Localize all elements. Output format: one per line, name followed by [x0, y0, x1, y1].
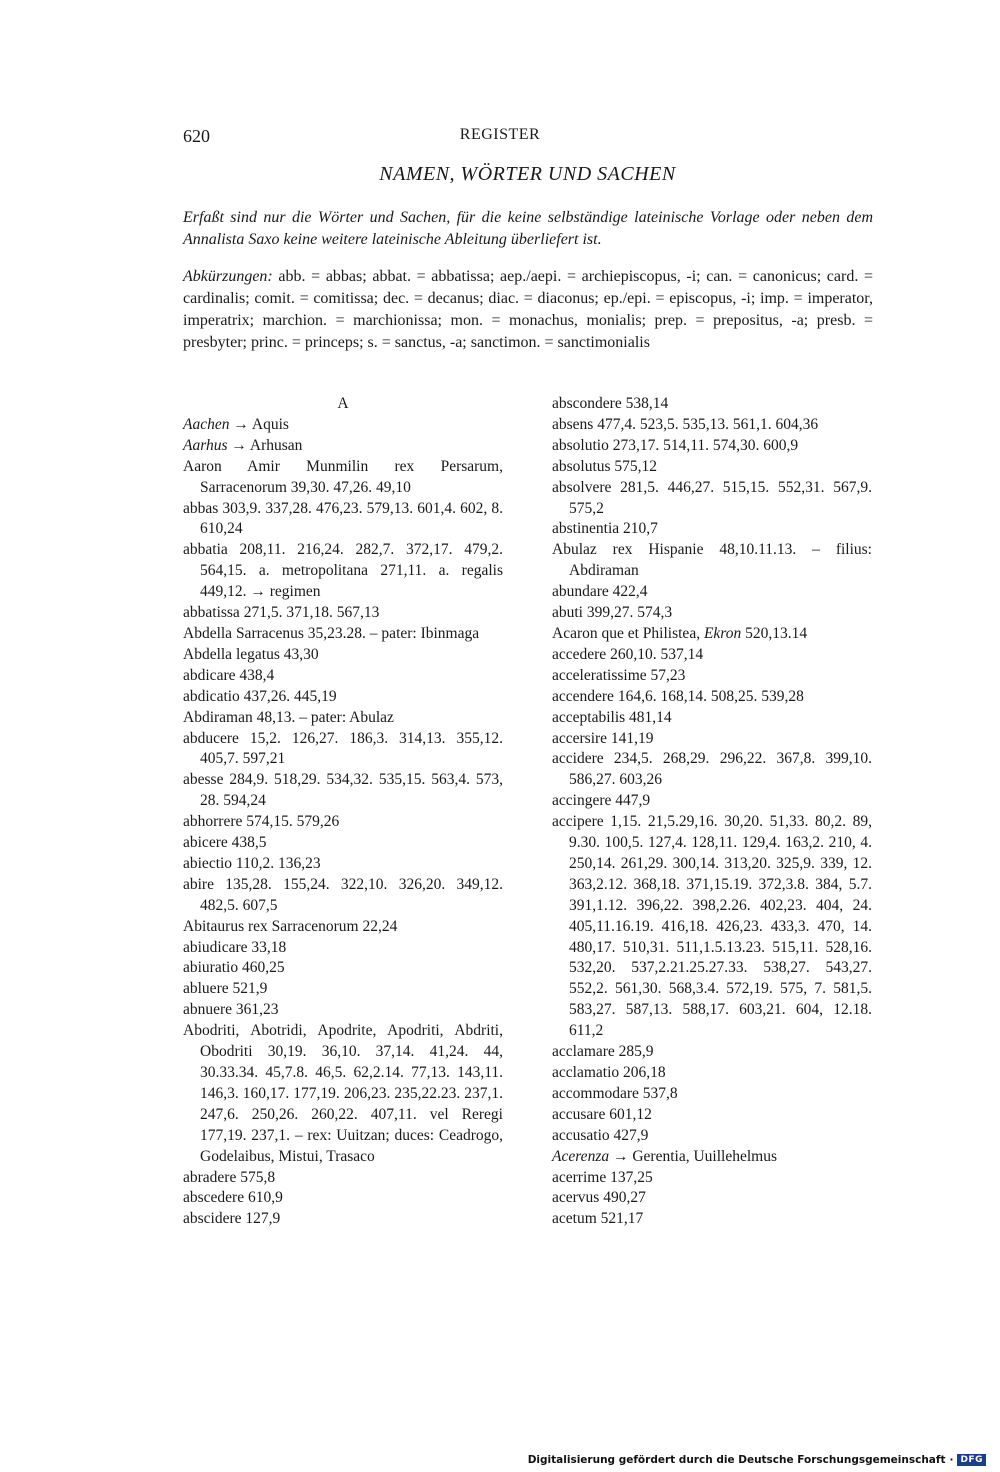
intro-note: Erfaßt sind nur die Wörter und Sachen, für die keine selbständige lateinische Vorlage oder neben dem Annalista Saxo keine weitere lateinische Ableitung überliefert ist.: [183, 209, 873, 248]
entry-text: Aaron Amir Munmilin rex Persarum, Sarracenorum 39,30. 47,26. 49,10: [183, 457, 503, 496]
entry-text: abscedere 610,9: [183, 1189, 283, 1207]
entry-text: absens 477,4. 523,5. 535,13. 561,1. 604,36: [552, 415, 819, 433]
entry-text: abnuere 361,23: [183, 1001, 279, 1019]
index-entry: [552, 415, 872, 436]
entry-text: abiuratio 460,25: [183, 959, 285, 977]
entry-text: 520,13.14: [741, 624, 808, 642]
index-entry: [552, 540, 872, 582]
entry-text: abscidere 127,9: [183, 1210, 281, 1228]
index-entry: [183, 603, 503, 624]
entry-text: acervus 490,27: [552, 1189, 646, 1207]
index-entry: [552, 791, 872, 812]
entry-text: accingere 447,9: [552, 792, 651, 810]
entry-text: abesse 284,9. 518,29. 534,32. 535,15. 563,4. 573, 28. 594,24: [183, 771, 503, 810]
entry-text: Abdella Sarracenus 35,23.28. – pater: Ibinmaga: [183, 624, 480, 642]
index-entry: [552, 812, 872, 1042]
index-entry: [183, 1188, 503, 1209]
entry-text: Abitaurus rex Sarracenorum 22,24: [183, 917, 398, 935]
abbreviations-paragraph: [183, 266, 873, 354]
entry-text: abuti 399,27. 574,3: [552, 604, 673, 622]
entry-text: abhorrere 574,15. 579,26: [183, 813, 340, 831]
dfg-logo-icon: DFG: [957, 1454, 986, 1466]
index-entry: [183, 645, 503, 666]
entry-text: Abdella legatus 43,30: [183, 645, 319, 663]
entry-text: abducere 15,2. 126,27. 186,3. 314,13. 355,12. 405,7. 597,21: [183, 729, 503, 768]
entry-text: acerrime 137,25: [552, 1168, 653, 1186]
index-entry: [183, 854, 503, 875]
index-entry: [552, 708, 872, 729]
entry-text: accusare 601,12: [552, 1105, 652, 1123]
page-number: 620: [183, 126, 210, 146]
index-entry: [183, 1000, 503, 1021]
index-entry: [183, 875, 503, 917]
index-entry: [552, 645, 872, 666]
index-entry: [183, 958, 503, 979]
section-title: NAMEN, WÖRTER UND SACHEN: [379, 163, 676, 185]
entry-text: acceptabilis 481,14: [552, 708, 672, 726]
index-entry: [183, 729, 503, 771]
index-entry: [552, 1105, 872, 1126]
entry-list-right: [552, 394, 872, 1230]
entry-text: acclamatio 206,18: [552, 1064, 666, 1081]
index-entry: [183, 812, 503, 833]
index-entry: [552, 394, 872, 415]
entry-text: absolvere 281,5. 446,27. 515,15. 552,31. 567,9. 575,2: [552, 478, 872, 517]
index-entry: [552, 624, 872, 645]
index-entry: [552, 1063, 872, 1084]
index-entry: [552, 1168, 872, 1189]
entry-text: Abodriti, Abotridi, Apodrite, Apodriti, Abdriti, Obodriti 30,19. 36,10. 37,14. 41,24. 44, 30.33.34. 45,7.8. 46,5. 62,2.14. 77,13. 143,11. 146,3. 160,17. 177,19. 206,23. 235,22.23. 237,1. 247,6. 250,26. 260,22. 407,11. vel Reregi 177,19. 237,1. – rex: Uuitzan; duces: Ceadrogo, Godelaibus, Mistui, Trasaco: [183, 1022, 503, 1165]
entry-text: abluere 521,9: [183, 980, 268, 998]
index-entry: [552, 729, 872, 750]
index-entry: [183, 1209, 503, 1230]
index-entry: [552, 457, 872, 478]
index-entry: [183, 436, 503, 457]
entry-text: abbatia 208,11. 216,24. 282,7. 372,17. 479,2. 564,15. a. metropolitana 271,11. a. regalis 449,12. → regimen: [183, 541, 503, 601]
index-entry: [552, 666, 872, 687]
index-entry: [183, 687, 503, 708]
index-entry: [183, 666, 503, 687]
entry-italic-term: Ekron: [703, 624, 742, 642]
entry-text: abire 135,28. 155,24. 322,10. 326,20. 349,12. 482,5. 607,5: [183, 875, 503, 914]
entry-text: abradere 575,8: [183, 1168, 276, 1186]
index-entry: [183, 833, 503, 854]
entry-text: abdicare 438,4: [183, 666, 275, 684]
entry-text: Abdiraman 48,13. – pater: Abulaz: [183, 708, 394, 726]
footer-text: Digitalisierung gefördert durch die Deutsche Forschungsgemeinschaft: [527, 1454, 946, 1466]
index-entry: [183, 415, 503, 436]
entry-lead: Aachen: [183, 415, 230, 433]
index-entry: [183, 708, 503, 729]
entry-lead: Acaron que et Philistea,: [552, 624, 704, 642]
abbreviations-text: abb. = abbas; abbat. = abbatissa; aep./aepi. = archiepiscopus, -i; can. = canonicus; card. = cardinalis; comit. = comitissa; dec. = decanus; diac. = diaconus; ep./epi. = episcopus, -i; imp. = imperator, imperatrix; marchion. = marchionissa; mon. = monachus, monialis; prep. = prepositus, -a; presb. = presbyter; princ. = princeps; s. = sanctus, -a; sanctimon. = sanctimonialis: [183, 268, 874, 351]
entry-text: abstinentia 210,7: [552, 520, 658, 538]
index-entry: [552, 436, 872, 457]
entry-text: Abulaz rex Hispanie 48,10.11.13. – filius: Abdiraman: [552, 541, 872, 580]
entry-lead: Acerenza: [552, 1147, 610, 1165]
index-entry: [183, 1021, 503, 1167]
entry-list-left: [183, 415, 503, 1230]
index-entry: [183, 1168, 503, 1189]
entry-text: abiectio 110,2. 136,23: [183, 854, 321, 872]
index-entry: [552, 1209, 872, 1230]
entry-text: abbatissa 271,5. 371,18. 567,13: [183, 604, 380, 622]
index-entry: [552, 1126, 872, 1147]
entry-text: abbas 303,9. 337,28. 476,23. 579,13. 601,4. 602, 8. 610,24: [183, 499, 503, 538]
index-entry: [183, 770, 503, 812]
entry-text: accusatio 427,9: [552, 1126, 649, 1144]
entry-text: accendere 164,6. 168,14. 508,25. 539,28: [552, 687, 804, 705]
index-column-right: [552, 394, 872, 1230]
entry-text: accommodare 537,8: [552, 1084, 678, 1102]
entry-text: abdicatio 437,26. 445,19: [183, 687, 337, 705]
index-entry: [183, 979, 503, 1000]
entry-text: accidere 234,5. 268,29. 296,22. 367,8. 399,10. 586,27. 603,26: [552, 750, 872, 789]
index-entry: [552, 478, 872, 520]
index-entry: [552, 1188, 872, 1209]
entry-text: abscondere 538,14: [552, 395, 669, 412]
index-entry: [552, 1147, 872, 1168]
index-entry: [552, 603, 872, 624]
entry-text: accedere 260,10. 537,14: [552, 645, 704, 663]
index-entry: [552, 749, 872, 791]
entry-text: absolutio 273,17. 514,11. 574,30. 600,9: [552, 436, 799, 454]
index-column-left: [183, 394, 503, 1230]
entry-text: acetum 521,17: [552, 1210, 644, 1228]
entry-text: abiudicare 33,18: [183, 938, 287, 956]
index-entry: [552, 1042, 872, 1063]
footer-separator: ·: [949, 1454, 954, 1466]
abbreviations-label: Abkürzungen:: [183, 268, 273, 285]
entry-text: abicere 438,5: [183, 834, 267, 852]
index-entry: [183, 540, 503, 603]
entry-text: acceleratissime 57,23: [552, 666, 686, 684]
entry-text: accersire 141,19: [552, 729, 654, 747]
index-entry: [183, 624, 503, 645]
entry-text: → Gerentia, Uuillehelmus: [609, 1147, 777, 1165]
index-entry: [183, 457, 503, 499]
index-entry: [183, 938, 503, 959]
index-entry: [552, 582, 872, 603]
entry-text: → Aquis: [229, 415, 289, 433]
index-entry: [552, 687, 872, 708]
entry-text: absolutus 575,12: [552, 457, 658, 475]
entry-text: acclamare 285,9: [552, 1043, 654, 1061]
index-entry: [183, 499, 503, 541]
running-head: REGISTER: [459, 126, 541, 143]
entry-text: → Arhusan: [227, 436, 303, 454]
index-entry: [552, 519, 872, 540]
footer-credit: [528, 1454, 986, 1466]
entry-text: accipere 1,15. 21,5.29,16. 30,20. 51,33. 80,2. 89, 9.30. 100,5. 127,4. 128,11. 129,4. 163,2. 210, 4. 250,14. 261,29. 300,14. 313,20. 325,9. 339, 12. 363,2.12. 368,18. 371,15.19. 372,3.8. 384, 5.7. 391,1.12. 396,22. 398,2.26. 402,23. 404, 24. 405,11.16.19. 416,18. 426,23. 433,3. 470, 14. 480,17. 510,31. 511,1.5.13.23. 515,11. 528,16. 532,20. 537,2.21.25.27.33. 538,27. 543,27. 552,2. 561,30. 568,3.4. 572,19. 575, 7. 581,5. 583,27. 587,13. 588,17. 603,21. 604, 12.18. 611,2: [552, 813, 872, 1040]
index-entry: [183, 917, 503, 938]
entry-text: abundare 422,4: [552, 583, 648, 601]
letter-heading: A: [337, 395, 349, 412]
entry-lead: Aarhus: [183, 436, 228, 454]
index-entry: [552, 1084, 872, 1105]
